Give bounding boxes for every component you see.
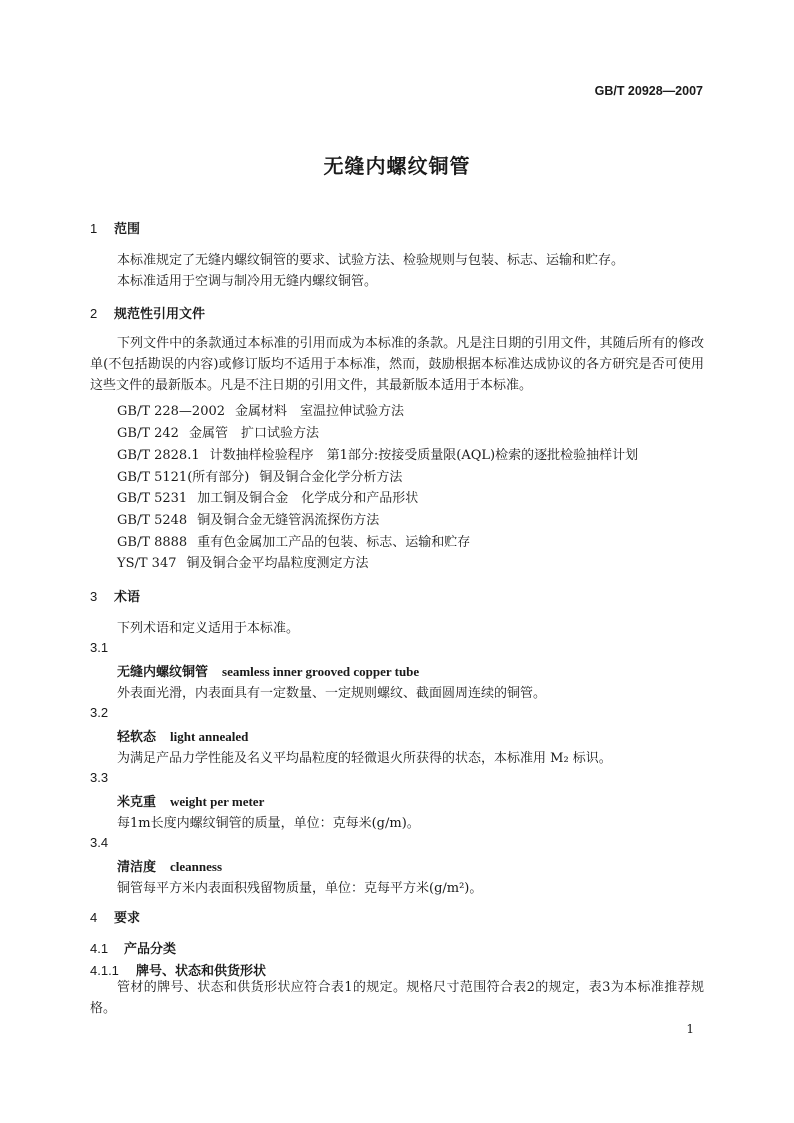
term-heading — [117, 726, 248, 745]
reference-title: 铜及铜合金无缝管涡流探伤方法 — [197, 513, 380, 528]
subsection-4-1-heading — [90, 938, 176, 957]
term-english: weight per meter — [170, 794, 265, 809]
reference-item — [117, 400, 404, 419]
term-number: 3.3 — [90, 770, 109, 785]
term-heading — [117, 856, 222, 875]
paragraph: 本标准规定了无缝内螺纹铜管的要求、试验方法、检验规则与包装、标志、运输和贮存。 — [117, 253, 625, 268]
section-title: 范围 — [114, 222, 141, 237]
term-chinese: 清洁度 — [117, 860, 157, 875]
section-title: 要求 — [114, 911, 141, 926]
section-title: 术语 — [114, 590, 141, 605]
section-number: 3 — [90, 589, 98, 604]
section-3-heading — [90, 586, 140, 605]
reference-code: GB/T 242 — [117, 426, 179, 441]
reference-item — [117, 422, 319, 441]
section-number: 2 — [90, 306, 98, 321]
subsection-number: 4.1 — [90, 941, 109, 956]
paragraph: 本标准适用于空调与制冷用无缝内螺纹铜管。 — [117, 274, 378, 289]
term-definition: 铜管每平方米内表面积残留物质量，单位：克每平方米(g/m²)。 — [117, 881, 483, 896]
term-definition: 外表面光滑，内表面具有一定数量、一定规则螺纹、截面圆周连续的铜管。 — [117, 686, 547, 701]
reference-code: GB/T 5248 — [117, 513, 188, 528]
section-number: 1 — [90, 221, 98, 236]
reference-code: YS/T 347 — [117, 556, 177, 571]
reference-title: 计数抽样检验程序 第1部分:按接受质量限(AQL)检索的逐批检验抽样计划 — [209, 448, 639, 463]
term-english: seamless inner grooved copper tube — [222, 664, 420, 679]
reference-title: 金属材料 室温拉伸试验方法 — [235, 404, 405, 419]
term-english: cleanness — [170, 859, 223, 874]
section-title: 规范性引用文件 — [114, 307, 206, 322]
reference-code: GB/T 228—2002 — [117, 404, 226, 419]
reference-code: GB/T 8888 — [117, 535, 188, 550]
subsection-title: 产品分类 — [124, 942, 177, 957]
term-chinese: 轻软态 — [117, 730, 157, 745]
term-chinese: 无缝内螺纹铜管 — [117, 665, 209, 680]
reference-code: GB/T 5231 — [117, 491, 188, 506]
reference-code: GB/T 5121(所有部分) — [117, 470, 250, 485]
reference-item — [117, 487, 418, 506]
standard-number: GB/T 20928—2007 — [594, 84, 703, 98]
reference-title: 铜及铜合金化学分析方法 — [259, 470, 403, 485]
term-chinese: 米克重 — [117, 795, 157, 810]
reference-item — [117, 531, 470, 550]
term-heading — [117, 661, 419, 680]
reference-code: GB/T 2828.1 — [117, 448, 200, 463]
term-number: 3.2 — [90, 705, 109, 720]
section-4-heading — [90, 907, 140, 926]
reference-item — [117, 552, 369, 571]
paragraph: 下列文件中的条款通过本标准的引用而成为本标准的条款。凡是注日期的引用文件，其随后所有的修改单(不包括勘误的内容)或修订版均不适用于本标准，然而，鼓励根据本标准达成协议的各方研究是否可使用这些文件的最新版本。凡是不注日期的引用文件，其最新版本适用于本标准。 — [90, 336, 704, 393]
reference-item — [117, 466, 402, 485]
section-1-heading — [90, 218, 140, 237]
term-definition: 每1m长度内螺纹铜管的质量，单位：克每米(g/m)。 — [117, 816, 420, 831]
reference-title: 铜及铜合金平均晶粒度测定方法 — [186, 556, 369, 571]
reference-item — [117, 509, 379, 528]
term-number: 3.1 — [90, 640, 109, 655]
term-english: light annealed — [170, 729, 249, 744]
term-heading — [117, 791, 264, 810]
reference-item — [117, 444, 638, 463]
reference-title: 重有色金属加工产品的包装、标志、运输和贮存 — [197, 535, 471, 550]
section-number: 4 — [90, 910, 98, 925]
term-number: 3.4 — [90, 835, 109, 850]
subsection-number: 4.1.1 — [90, 963, 119, 978]
reference-title: 金属管 扩口试验方法 — [188, 426, 319, 441]
page-number: 1 — [686, 1022, 694, 1036]
reference-title: 加工铜及铜合金 化学成分和产品形状 — [197, 491, 419, 506]
section-2-heading — [90, 303, 205, 322]
paragraph: 下列术语和定义适用于本标准。 — [117, 621, 300, 636]
term-definition: 为满足产品力学性能及名义平均晶粒度的轻微退火所获得的状态，本标准用 M₂ 标识。 — [117, 751, 612, 766]
subsection-title: 牌号、状态和供货形状 — [136, 964, 267, 979]
paragraph: 管材的牌号、状态和供货形状应符合表1的规定。规格尺寸范围符合表2的规定，表3为本标准推荐规格。 — [90, 980, 704, 1016]
document-title: 无缝内螺纹铜管 — [323, 154, 471, 178]
